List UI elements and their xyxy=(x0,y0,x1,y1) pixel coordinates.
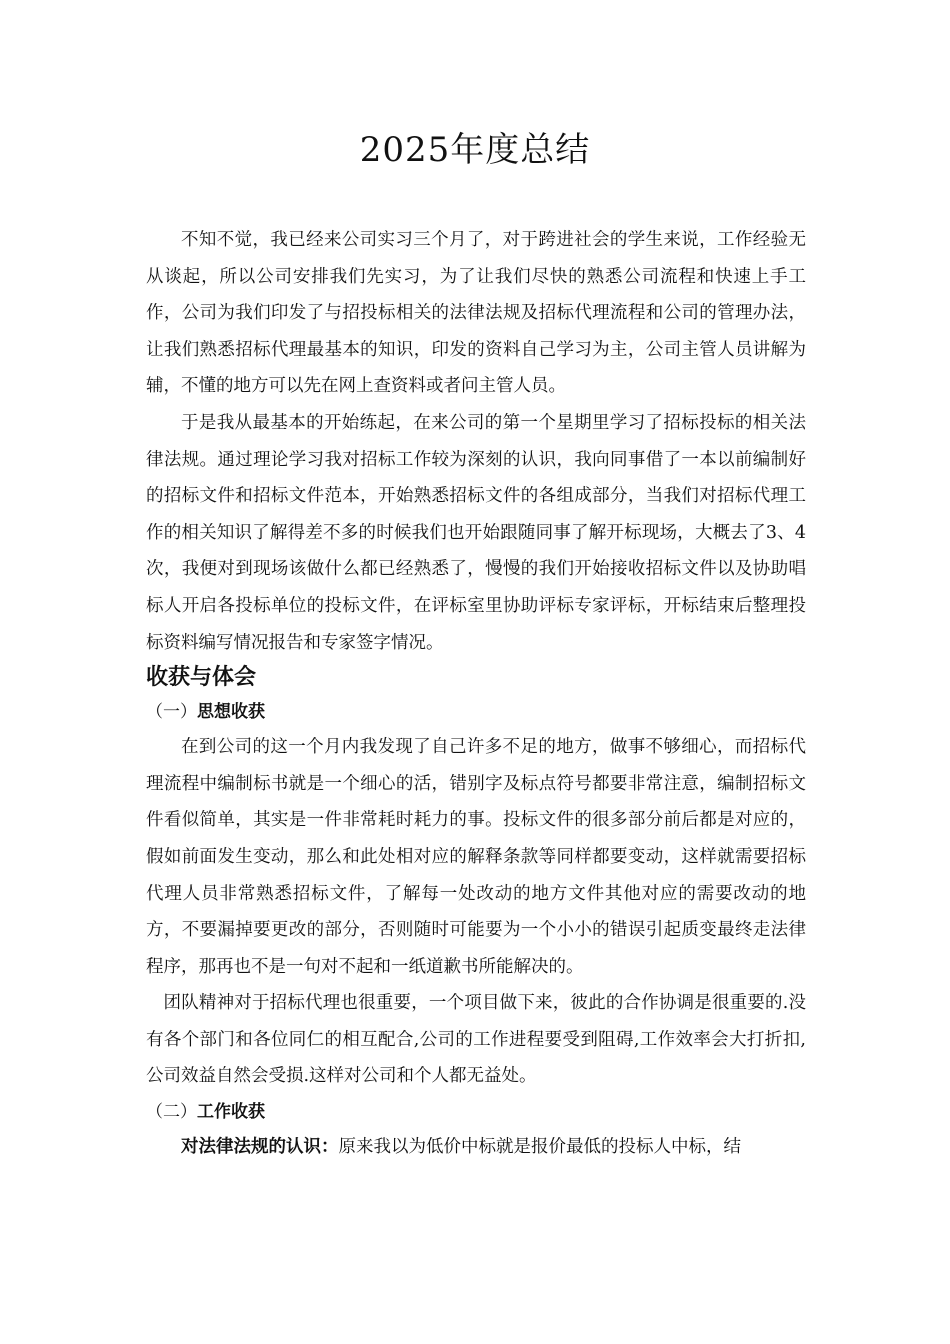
document-title: 2025年度总结 xyxy=(359,130,591,170)
section-heading: 收获与体会 xyxy=(146,665,257,691)
sub-heading-label: 工作收获 xyxy=(197,1102,265,1123)
document-body xyxy=(146,222,806,1166)
sub-heading-thoughts xyxy=(146,695,806,729)
paragraph-teamwork: 团队精神对于招标代理也很重要，一个项目做下来，彼此的合作协调是很重要的.没有各个部门和各位同仁的相互配合,公司的工作进程要受到阻碍,工作效率会大打折扣,公司效益自然会受损.这样对公司和个人都无益处。 xyxy=(146,993,806,1087)
paragraph-learning: 于是我从最基本的开始练起，在来公司的第一个星期里学习了招标投标的相关法律法规。通过理论学习我对招标工作较为深刻的认识，我向同事借了一本以前编制好的招标文件和招标文件范本，开始熟悉招标文件的各组成部分，当我们对招标代理工作的相关知识了解得差不多的时候我们也开始跟随同事了解开标现场，大概去了3、4次，我便对到现场该做什么都已经熟悉了，慢慢的我们开始接收招标文件以及协助唱标人开启各投标单位的投标文件，在评标室里协助评标专家评标，开标结束后整理投标资料编写情况报告和专家签字情况。 xyxy=(146,412,806,653)
sub-heading-label: 思想收获 xyxy=(197,702,265,723)
paragraph-intro: 不知不觉，我已经来公司实习三个月了，对于跨进社会的学生来说，工作经验无从谈起，所以公司安排我们先实习，为了让我们尽快的熟悉公司流程和快速上手工作，公司为我们印发了与招投标相关的法律法规及招标代理流程和公司的管理办法，让我们熟悉招标代理最基本的知识，印发的资料自己学习为主，公司主管人员讲解为辅，不懂的地方可以先在网上查资料或者问主管人员。 xyxy=(146,230,806,397)
paragraph-lead: 对法律法规的认识： xyxy=(181,1137,339,1158)
paragraph-thoughts: 在到公司的这一个月内我发现了自己许多不足的地方，做事不够细心，而招标代理流程中编制标书就是一个细心的活，错别字及标点符号都要非常注意，编制招标文件看似简单，其实是一件非常耗时耗力的事。投标文件的很多部分前后都是对应的，假如前面发生变动，那么和此处相对应的解释条款等同样都要变动，这样就需要招标代理人员非常熟悉招标文件，了解每一处改动的地方文件其他对应的需要改动的地方，不要漏掉要更改的部分，否则随时可能要为一个小小的错误引起质变最终走法律程序，那再也不是一句对不起和一纸道歉书所能解决的。 xyxy=(146,737,806,977)
sub-heading-number: （二） xyxy=(146,1102,197,1123)
sub-heading-work xyxy=(146,1095,806,1129)
paragraph-law-text: 原来我以为低价中标就是报价最低的投标人中标，结 xyxy=(338,1137,741,1158)
paragraph-law xyxy=(146,1129,806,1166)
sub-heading-number: （一） xyxy=(146,702,197,723)
